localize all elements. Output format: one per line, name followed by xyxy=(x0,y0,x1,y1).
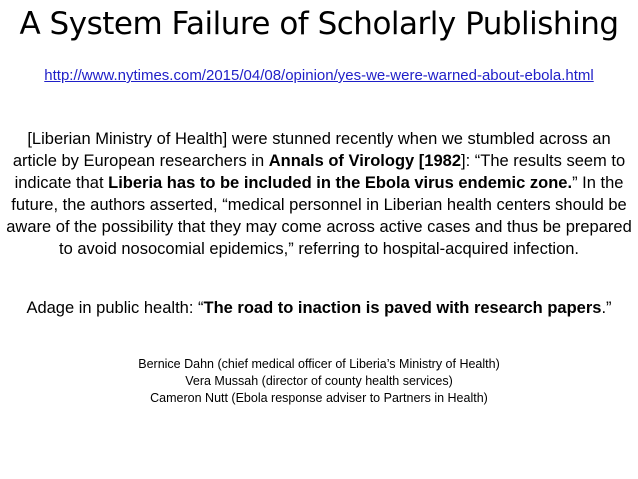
author-line: Bernice Dahn (chief medical officer of Liberia’s Ministry of Health) xyxy=(138,357,500,371)
slide-title: A System Failure of Scholarly Publishing xyxy=(19,6,619,42)
quote-text-3: ” In the future, the authors asserted, “medical personnel in Liberian health centers should be aware of the possibility that they may come across active cases and thus be prepared to avoid nosocomial epidemics,” referring to hospital-acquired infection. xyxy=(6,174,632,258)
quote-text-1: [Liberian Ministry of Health] were stunned recently when we stumbled across an article by European researchers in xyxy=(12,130,611,170)
quote-bold-journal: Annals of Virology [1982 xyxy=(268,152,461,170)
quote-bold-finding: Liberia has to be included in the Ebola virus endemic zone. xyxy=(108,174,573,192)
author-line: Cameron Nutt (Ebola response adviser to Partners in Health) xyxy=(150,391,488,405)
author-list xyxy=(20,356,618,407)
quote-paragraph xyxy=(6,128,632,260)
source-link[interactable]: http://www.nytimes.com/2015/04/08/opinion/yes-we-were-warned-about-ebola.html xyxy=(44,67,594,84)
quote-text-2: ]: “The results seem to indicate that xyxy=(14,152,626,192)
adage-paragraph xyxy=(20,297,618,319)
author-line: Vera Mussah (director of county health services) xyxy=(185,374,453,388)
adage-suffix: .” xyxy=(601,299,612,317)
adage-prefix: Adage in public health: “ xyxy=(26,299,204,317)
adage-bold: The road to inaction is paved with research papers xyxy=(203,299,602,317)
